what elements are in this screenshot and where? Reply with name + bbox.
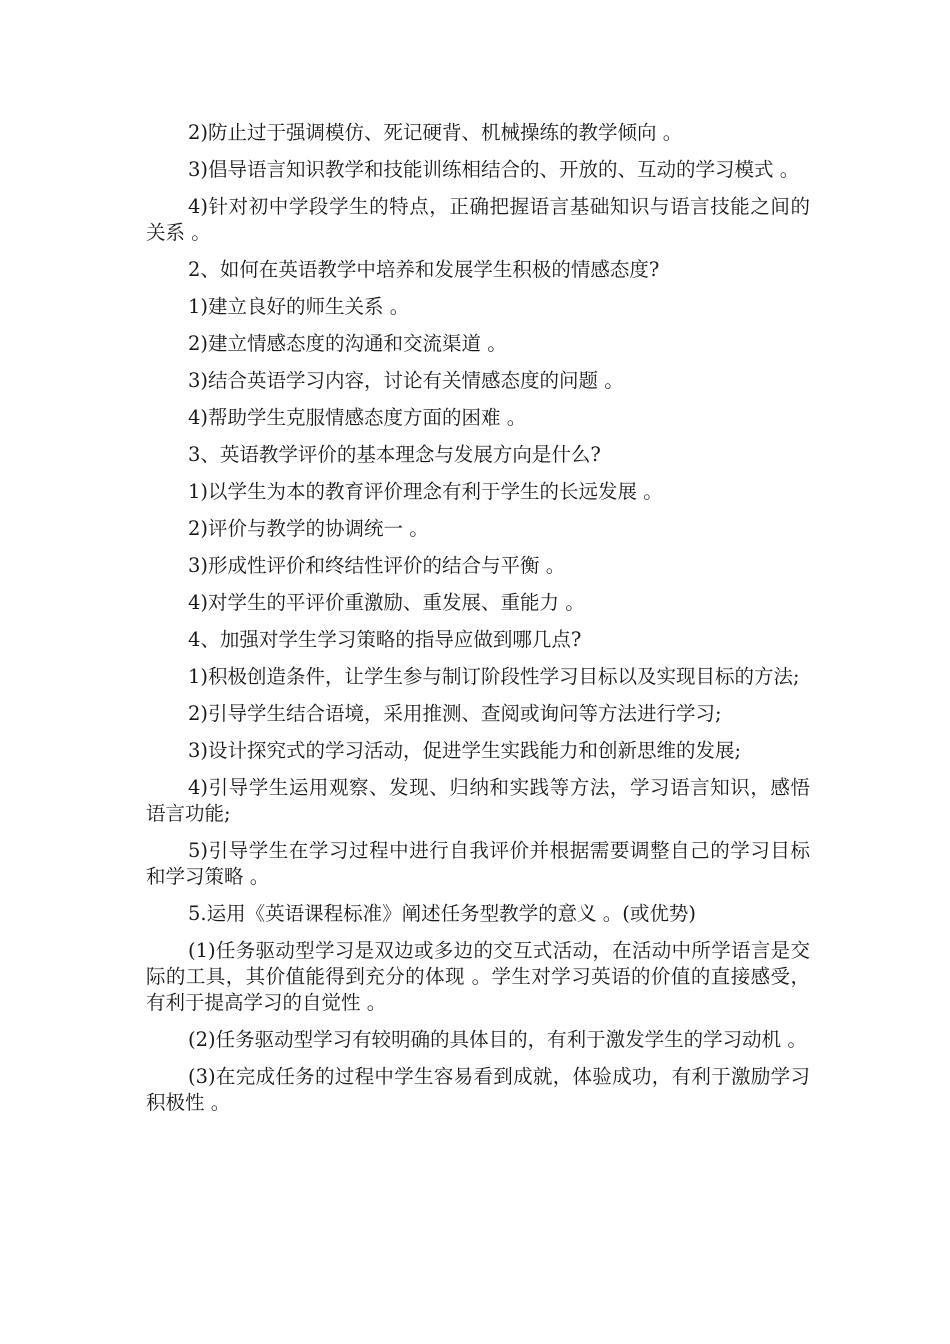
paragraph: 4)帮助学生克服情感态度方面的困难 。 [188,406,527,429]
question-heading: 4、加强对学生学习策略的指导应做到哪几点? [188,628,582,651]
paragraph: 2)引导学生结合语境，采用推测、查阅或询问等方法进行学习; [188,702,722,725]
paragraph: (3)在完成任务的过程中学生容易看到成就，体验成功，有利于激励学习积极性 。 [146,1065,810,1114]
paragraph: 3)设计探究式的学习活动，促进学生实践能力和创新思维的发展; [188,739,742,762]
question-heading: 2、如何在英语教学中培养和发展学生积极的情感态度? [188,258,660,281]
paragraph: (2)任务驱动型学习有较明确的具体目的，有利于激发学生的学习动机 。 [188,1028,807,1051]
paragraph: 1)建立良好的师生关系 。 [188,295,410,318]
paragraph: 3)倡导语言知识教学和技能训练相结合的、开放的、互动的学习模式 。 [188,158,800,181]
paragraph: 2)防止过于强调模仿、死记硬背、机械操练的教学倾向 。 [188,121,683,144]
paragraph: 3)形成性评价和终结性评价的结合与平衡 。 [188,554,566,577]
question-heading: 5.运用《英语课程标准》阐述任务型教学的意义 。(或优势) [188,902,697,925]
paragraph: 4)对学生的平评价重激励、重发展、重能力 。 [188,591,585,614]
question-heading: 3、英语教学评价的基本理念与发展方向是什么? [188,443,601,466]
paragraph: 1)积极创造条件，让学生参与制订阶段性学习目标以及实现目标的方法; [188,665,800,688]
paragraph: 2)评价与教学的协调统一 。 [188,517,429,540]
paragraph: 5)引导学生在学习过程中进行自我评价并根据需要调整自己的学习目标和学习策略 。 [146,839,810,888]
paragraph: 2)建立情感态度的沟通和交流渠道 。 [188,332,507,355]
paragraph: 4)针对初中学段学生的特点，正确把握语言基础知识与语言技能之间的关系 。 [146,195,810,244]
document-body [146,120,810,1127]
paragraph: 4)引导学生运用观察、发现、归纳和实践等方法，学习语言知识，感悟语言功能; [146,776,810,825]
paragraph: (1)任务驱动型学习是双边或多边的交互式活动，在活动中所学语言是交际的工具，其价值能得到充分的体现 。学生对学习英语的价值的直接感受，有利于提高学习的自觉性 。 [146,939,810,1014]
paragraph: 1)以学生为本的教育评价理念有利于学生的长远发展 。 [188,480,663,503]
paragraph: 3)结合英语学习内容，讨论有关情感态度的问题 。 [188,369,624,392]
